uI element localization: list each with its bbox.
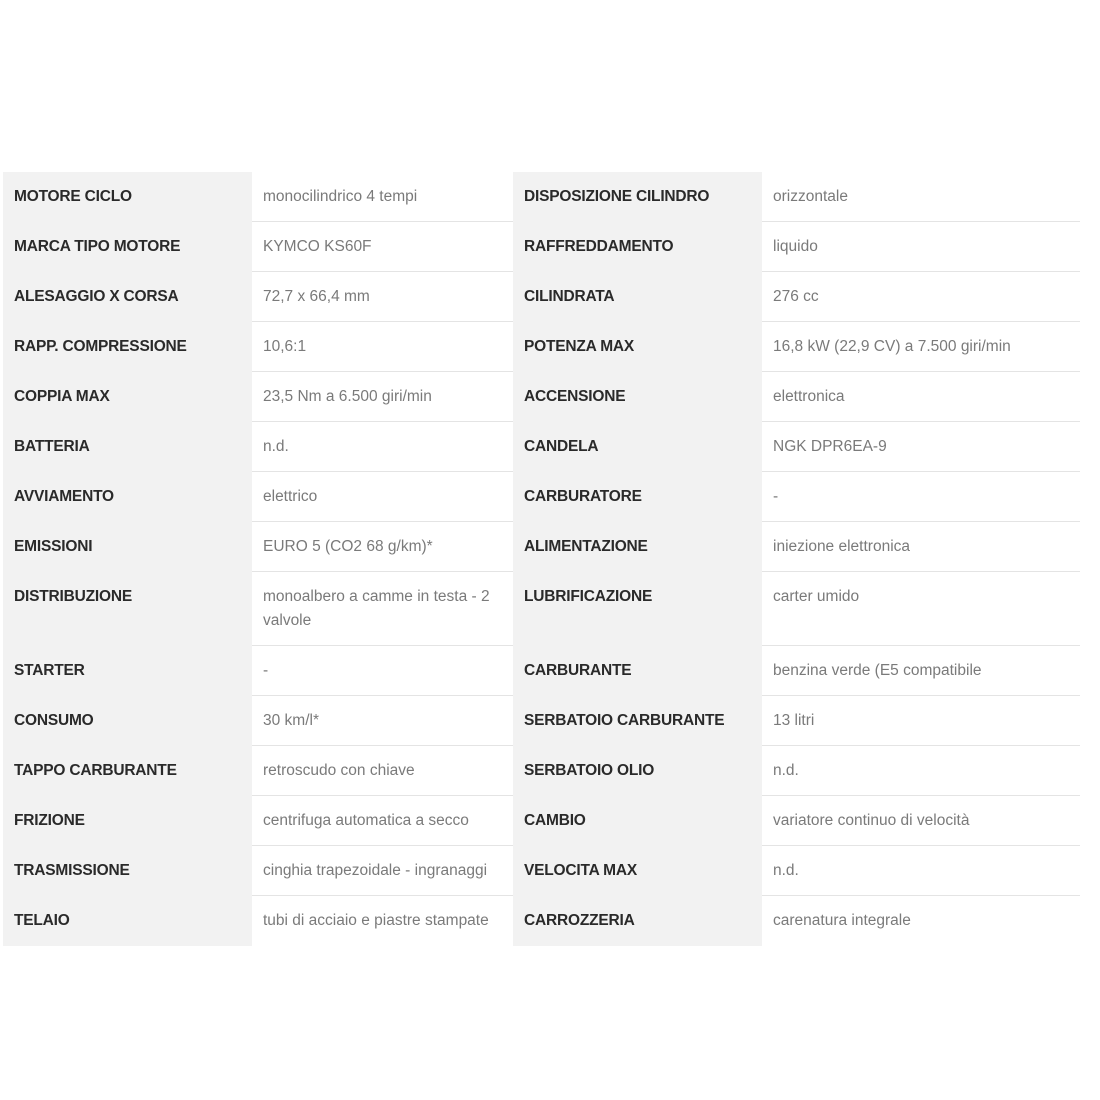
spec-label: POTENZA MAX xyxy=(513,322,762,372)
spec-value: 16,8 kW (22,9 CV) a 7.500 giri/min xyxy=(762,322,1080,372)
spec-label: RAPP. COMPRESSIONE xyxy=(3,322,252,372)
spec-value: variatore continuo di velocità xyxy=(762,796,1080,846)
table-row xyxy=(3,646,1080,696)
table-row xyxy=(3,322,1080,372)
spec-label: ALIMENTAZIONE xyxy=(513,522,762,572)
spec-label: CANDELA xyxy=(513,422,762,472)
spec-value: KYMCO KS60F xyxy=(252,222,513,272)
spec-label: VELOCITA MAX xyxy=(513,846,762,896)
spec-value: retroscudo con chiave xyxy=(252,746,513,796)
spec-label: DISPOSIZIONE CILINDRO xyxy=(513,172,762,222)
spec-label: CARBURANTE xyxy=(513,646,762,696)
spec-value: - xyxy=(762,472,1080,522)
spec-value: carenatura integrale xyxy=(762,896,1080,946)
spec-value: iniezione elettronica xyxy=(762,522,1080,572)
spec-value: - xyxy=(252,646,513,696)
spec-label: CARROZZERIA xyxy=(513,896,762,946)
table-row xyxy=(3,272,1080,322)
spec-label: TRASMISSIONE xyxy=(3,846,252,896)
spec-value: monocilindrico 4 tempi xyxy=(252,172,513,222)
spec-label: CONSUMO xyxy=(3,696,252,746)
table-row xyxy=(3,896,1080,946)
spec-label: LUBRIFICAZIONE xyxy=(513,572,762,646)
spec-label: TELAIO xyxy=(3,896,252,946)
spec-value: elettronica xyxy=(762,372,1080,422)
spec-label: MARCA TIPO MOTORE xyxy=(3,222,252,272)
spec-value: EURO 5 (CO2 68 g/km)* xyxy=(252,522,513,572)
spec-value: NGK DPR6EA-9 xyxy=(762,422,1080,472)
table-row xyxy=(3,472,1080,522)
spec-table xyxy=(3,172,1080,946)
spec-label: SERBATOIO CARBURANTE xyxy=(513,696,762,746)
spec-value: 30 km/l* xyxy=(252,696,513,746)
table-row xyxy=(3,522,1080,572)
table-row xyxy=(3,746,1080,796)
spec-value: benzina verde (E5 compatibile xyxy=(762,646,1080,696)
spec-label: ACCENSIONE xyxy=(513,372,762,422)
table-row xyxy=(3,372,1080,422)
spec-label: EMISSIONI xyxy=(3,522,252,572)
spec-value: n.d. xyxy=(762,846,1080,896)
table-row xyxy=(3,696,1080,746)
spec-label: CILINDRATA xyxy=(513,272,762,322)
spec-label: FRIZIONE xyxy=(3,796,252,846)
spec-label: ALESAGGIO X CORSA xyxy=(3,272,252,322)
spec-value: tubi di acciaio e piastre stampate xyxy=(252,896,513,946)
spec-value: elettrico xyxy=(252,472,513,522)
spec-label: MOTORE CICLO xyxy=(3,172,252,222)
spec-label: TAPPO CARBURANTE xyxy=(3,746,252,796)
spec-label: STARTER xyxy=(3,646,252,696)
table-row xyxy=(3,572,1080,646)
table-row xyxy=(3,172,1080,222)
spec-value: 276 cc xyxy=(762,272,1080,322)
spec-label: COPPIA MAX xyxy=(3,372,252,422)
spec-label: CAMBIO xyxy=(513,796,762,846)
spec-value: carter umido xyxy=(762,572,1080,646)
spec-label: CARBURATORE xyxy=(513,472,762,522)
spec-value: monoalbero a camme in testa - 2 valvole xyxy=(252,572,513,646)
spec-value: 23,5 Nm a 6.500 giri/min xyxy=(252,372,513,422)
table-row xyxy=(3,222,1080,272)
table-row xyxy=(3,422,1080,472)
spec-label: SERBATOIO OLIO xyxy=(513,746,762,796)
spec-value: centrifuga automatica a secco xyxy=(252,796,513,846)
spec-value: 72,7 x 66,4 mm xyxy=(252,272,513,322)
spec-label: RAFFREDDAMENTO xyxy=(513,222,762,272)
spec-value: n.d. xyxy=(762,746,1080,796)
spec-value: liquido xyxy=(762,222,1080,272)
spec-label: AVVIAMENTO xyxy=(3,472,252,522)
table-row xyxy=(3,846,1080,896)
spec-value: 10,6:1 xyxy=(252,322,513,372)
spec-label: BATTERIA xyxy=(3,422,252,472)
spec-value: 13 litri xyxy=(762,696,1080,746)
spec-label: DISTRIBUZIONE xyxy=(3,572,252,646)
spec-value: orizzontale xyxy=(762,172,1080,222)
table-row xyxy=(3,796,1080,846)
spec-value: cinghia trapezoidale - ingranaggi xyxy=(252,846,513,896)
spec-value: n.d. xyxy=(252,422,513,472)
